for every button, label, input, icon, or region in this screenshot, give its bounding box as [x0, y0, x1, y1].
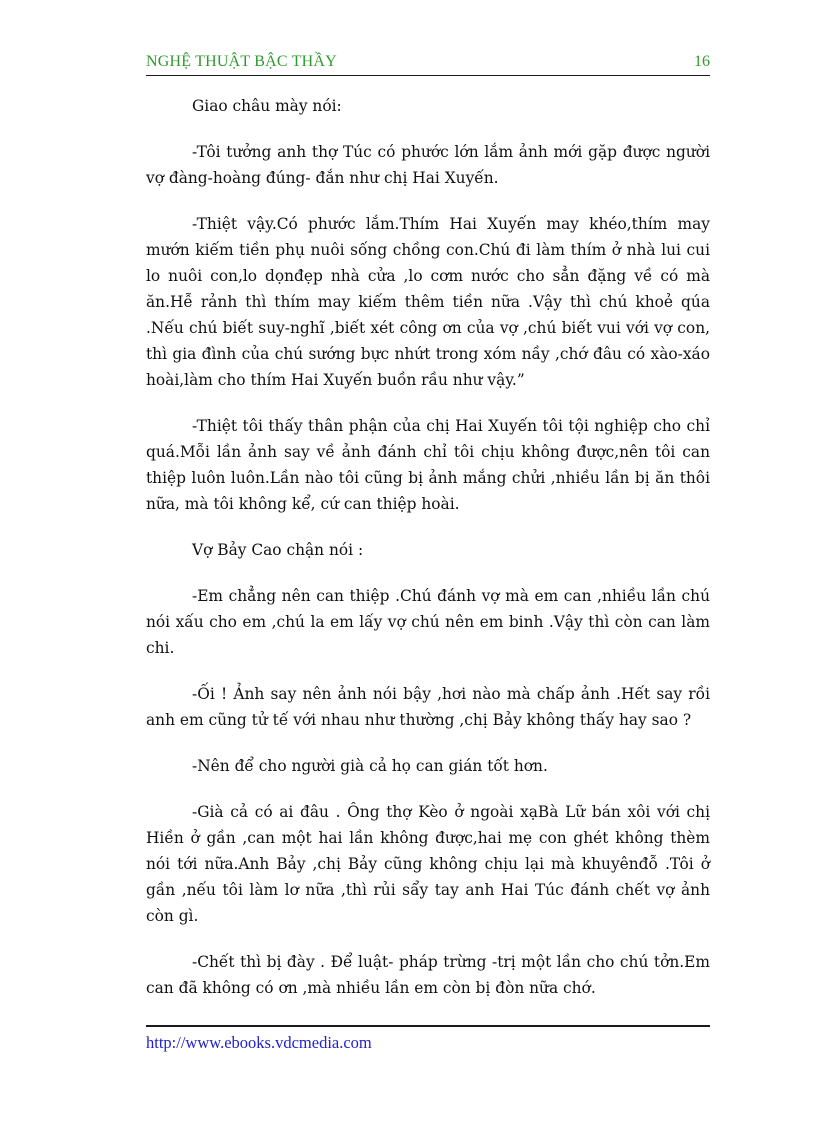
paragraph: Giao châu mày nói: [192, 97, 342, 115]
paragraph: -Em chẳng nên can thiệp .Chú đánh vợ mà em can ,nhiều lần chú nói xấu cho em ,chú la em lấy vợ chú nên em binh .Vậy thì còn can làm chi. [146, 587, 710, 657]
footer-divider [146, 1025, 710, 1027]
book-title: NGHỆ THUẬT BẬC THẦY [146, 53, 337, 70]
paragraph: Vợ Bảy Cao chận nói : [192, 541, 364, 559]
paragraph: -Nên để cho người già cả họ can gián tốt hơn. [192, 757, 548, 775]
page-number: 16 [694, 53, 710, 70]
page-header [146, 53, 710, 76]
page-body [146, 93, 710, 1021]
paragraph: -Ối ! Ảnh say nên ảnh nói bậy ,hơi nào mà chấp ảnh .Hết say rồi anh em cũng tử tế với nhau như thường ,chị Bảy không thấy hay sao ? [146, 685, 710, 729]
paragraph: -Chết thì bị đày . Để luật- pháp trừng -trị một lần cho chú tởn.Em can đã không có ơn ,mà nhiều lần em còn bị đòn nữa chớ. [146, 953, 710, 997]
paragraph: -Thiệt vậy.Có phước lắm.Thím Hai Xuyến may khéo,thím may mướn kiếm tiền phụ nuôi sống chồng con.Chú đi làm thím ở nhà lui cui lo nuôi con,lo dọnđẹp nhà cửa ,lo cơm nước cho sẳn đặng về có mà ăn.Hễ rảnh thì thím may kiếm thêm tiền nữa .Vậy thì chú khoẻ qúa .Nếu chú biết suy-nghĩ ,biết xét công ơn của vợ ,chú biết vui với vợ con, thì gia đình của chú sướng bực nhứt trong xóm nầy ,chớ đâu có xào-xáo hoài,làm cho thím Hai Xuyến buồn rầu như vậy.” [146, 215, 710, 389]
paragraph: -Thiệt tôi thấy thân phận của chị Hai Xuyến tôi tội nghiệp cho chỉ quá.Mỗi lần ảnh say về ảnh đánh chỉ tôi chịu không được,nên tôi can thiệp luôn luôn.Lần nào tôi cũng bị ảnh mắng chửi ,nhiều lần bị ăn thôi nữa, mà tôi không kể, cứ can thiệp hoài. [146, 417, 710, 513]
paragraph: -Tôi tưởng anh thợ Túc có phước lớn lắm ảnh mới gặp được người vợ đàng-hoàng đúng- đắn như chị Hai Xuyến. [146, 143, 710, 187]
paragraph: -Già cả có ai đâu . Ông thợ Kèo ở ngoài xạBà Lữ bán xôi với chị Hiền ở gần ,can một hai lần không được,hai mẹ con ghét không thèm nói tới nữa.Anh Bảy ,chị Bảy cũng không chịu lại mà khuyênđỗ .Tôi ở gần ,nếu tôi làm lơ nữa ,thì rủi sẩy tay anh Hai Túc đánh chết vợ ảnh còn gì. [146, 803, 710, 925]
footer-url-link[interactable]: http://www.ebooks.vdcmedia.com [146, 1033, 372, 1052]
